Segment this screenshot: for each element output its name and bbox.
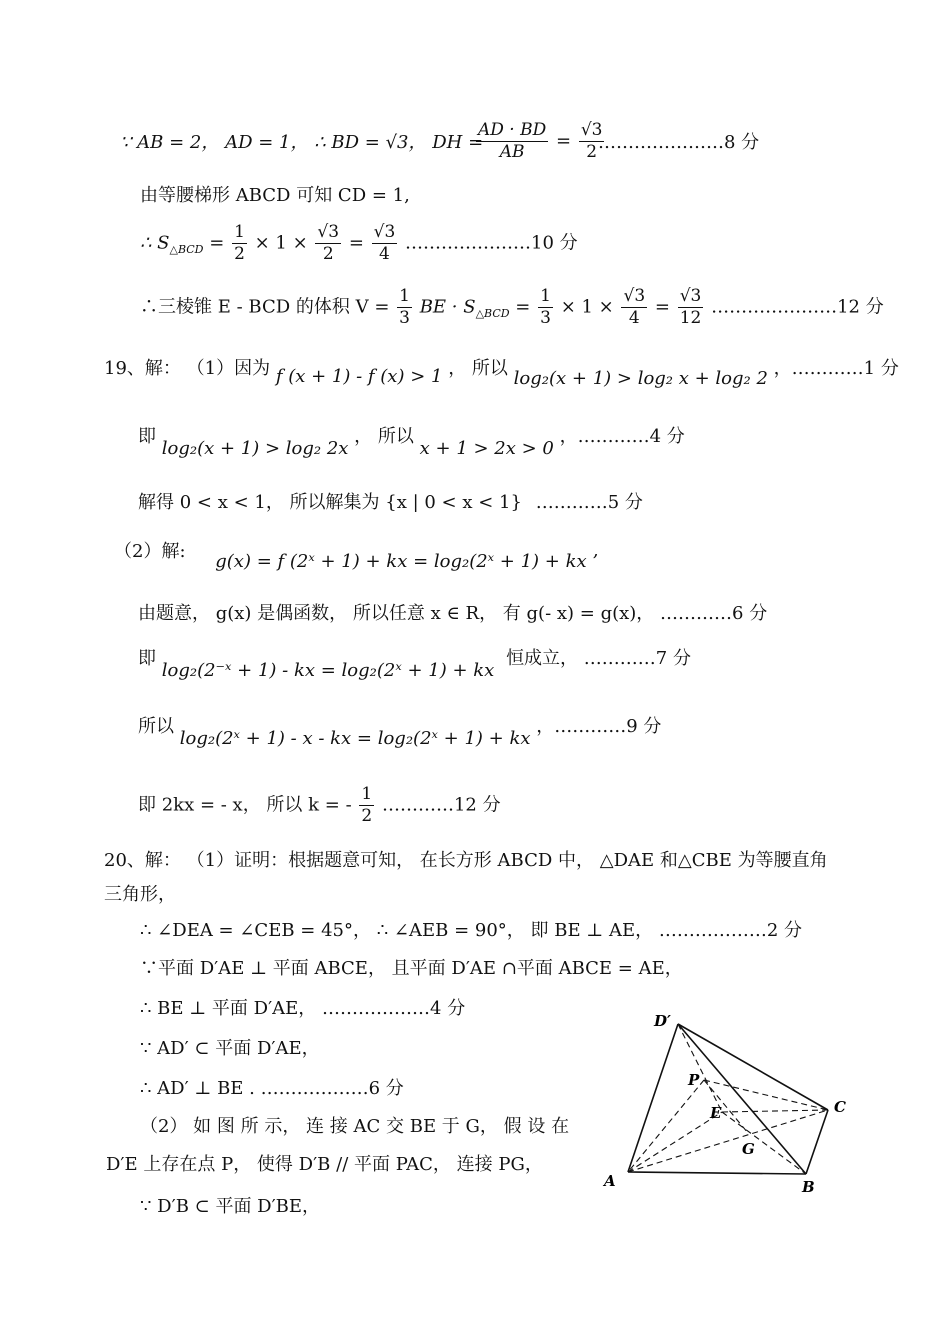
line-1 (120, 134, 483, 152)
fraction-1-3: $\frac{1}{3}$ (399, 286, 410, 328)
fraction-adbd-ab: $\frac{AD \cdot BD}{AB}$ (478, 120, 547, 162)
problem-19-part2-line-2: 由题意， g(x) 是偶函数， 所以任意 x ∈ R， 有 g(- x) = g(x)， …………6 分 (138, 603, 768, 624)
fraction-1-2b: $\frac{1}{2}$ (361, 784, 373, 826)
problem-19-part2-line-1: （2）解: g(x) = f (2ˣ + 1) + kx = log₂(2ˣ + 1) + kx ’ (114, 541, 599, 572)
edge-p-a (628, 1080, 704, 1172)
problem-20-line-3: ∴ ∠DEA = ∠CEB = 45°， ∴ ∠AEB = 90°， 即 BE ⊥ AE， ………………2 分 (140, 920, 803, 941)
problem-19-part2-line-3: 即 log₂(2⁻ˣ + 1) - kx = log₂(2ˣ + 1) + kx 恒成立， …………7 分 (138, 648, 691, 681)
label-c: C (834, 1098, 846, 1116)
problem-20-line-8: （2） 如 图 所 示， 连 接 AC 交 BE 于 G， 假 设 在 (140, 1116, 570, 1137)
edge-a-c (628, 1110, 828, 1172)
fraction-sqrt3-4b: $\frac{√3}{4}$ (623, 286, 646, 328)
problem-20-line-10: ∵ D′B ⊂ 平面 D′BE， (140, 1196, 321, 1217)
edge-d-a (628, 1024, 678, 1172)
fraction-sqrt3-12: $\frac{√3}{12}$ (679, 286, 702, 328)
line-1-fraction: $\frac{AD \cdot BD}{AB}$ = $\frac{√3}{2}$ (478, 120, 603, 162)
problem-20-line-5: ∴ BE ⊥ 平面 D′AE， ………………4 分 (140, 998, 466, 1019)
problem-20-line-7: ∴ AD′ ⊥ BE . ………………6 分 (140, 1078, 404, 1099)
problem-19-part2-line-5: 即 2kx = - x， 所以 k = - $\frac{1}{2}$ …………12 分 (138, 784, 501, 826)
label-p: P (688, 1071, 700, 1089)
problem-20-line-4: ∵平面 D′AE ⊥ 平面 ABCE， 且平面 D′AE ∩平面 ABCE = AE， (140, 958, 683, 979)
line-4: ∴三棱锥 E - BCD 的体积 V = $\frac{1}{3}$ BE · $S_{\triangle BCD}$ = $\frac{1}{3}$ × 1 × $\frac{√3}{4}$ = $\frac{√3}{12}$ …………………12 分 (140, 286, 884, 328)
label-g: G (742, 1140, 755, 1158)
problem-20-line-6: ∵ AD′ ⊂ 平面 D′AE， (140, 1038, 320, 1059)
edge-e-c (722, 1110, 828, 1112)
edge-b-c (806, 1110, 828, 1174)
label-e: E (710, 1104, 722, 1122)
problem-19-part2-line-4: 所以 log₂(2ˣ + 1) - x - kx = log₂(2ˣ + 1) + kx ，…………9 分 (138, 716, 662, 749)
edge-p-c (704, 1080, 828, 1110)
edge-a-e (628, 1112, 722, 1172)
problem-19-line-3: 解得 0 < x < 1， 所以解集为 {x | 0 < x < 1} …………5 分 (138, 492, 643, 513)
pyramid-figure (598, 1008, 858, 1198)
line-1-score: …………………8 分 (598, 132, 760, 153)
label-d: D′ (654, 1012, 671, 1030)
fraction-sqrt3-4: $\frac{√3}{4}$ (373, 222, 396, 264)
line-3: ∴ $S_{\triangle BCD}$ = $\frac{1}{2}$ × 1 × $\frac{√3}{2}$ = $\frac{√3}{4}$ …………………10 分 (140, 222, 578, 264)
problem-20-line-2: 三角形， (104, 884, 176, 905)
label-b: B (802, 1178, 815, 1196)
line-2: 由等腰梯形 ABCD 可知 CD = 1, (140, 185, 410, 206)
edge-a-b (628, 1172, 806, 1174)
fraction-sqrt3-2: $\frac{√3}{2}$ (580, 120, 603, 162)
line-1-text: ∵ AB = 2， AD = 1， ∴ BD = √3， DH = (120, 132, 484, 153)
problem-19-line-1: 19、解： （1）因为 f (x + 1) - f (x) > 1 ， 所以 log₂(x + 1) > log₂ x + log₂ 2 ，…………1 分 (104, 358, 899, 389)
problem-20-line-1: 20、解： （1）证明：根据题意可知， 在长方形 ABCD 中， △DAE 和△CBE 为等腰直角 (104, 850, 828, 871)
fraction-1-2: $\frac{1}{2}$ (234, 222, 245, 264)
fraction-sqrt3-2b: $\frac{√3}{2}$ (317, 222, 340, 264)
edge-d-c (678, 1024, 828, 1110)
label-a: A (604, 1172, 616, 1190)
fraction-1-3b: $\frac{1}{3}$ (540, 286, 551, 328)
problem-20-line-9: D′E 上存在点 P， 使得 D′B // 平面 PAC， 连接 PG， (106, 1154, 543, 1175)
problem-19-line-2: 即 log₂(x + 1) > log₂ 2x ， 所以 x + 1 > 2x > 0 ，…………4 分 (138, 426, 685, 459)
